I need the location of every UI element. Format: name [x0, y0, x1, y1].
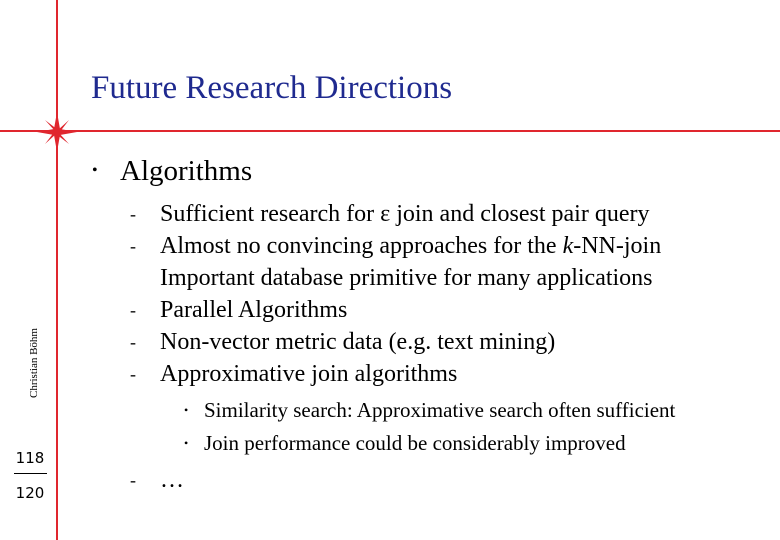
item-text: Almost no convincing approaches for the	[160, 233, 563, 259]
bullet-heading	[90, 152, 770, 496]
sub-sub-bullet-list	[184, 394, 770, 460]
list-item	[184, 427, 770, 460]
author-label: Christian Böhm	[28, 328, 40, 398]
item-text: -NN-join	[573, 233, 662, 259]
list-item	[130, 358, 770, 460]
page-number-rule	[14, 473, 47, 474]
total-page-number: 120	[15, 484, 45, 502]
bullet-list	[90, 152, 770, 496]
item-text: Parallel Algorithms	[160, 297, 348, 323]
slide-title: Future Research Directions	[91, 70, 453, 106]
list-item	[130, 464, 770, 496]
item-text: Non-vector metric data (e.g. text mining)	[160, 329, 556, 355]
item-text: Sufficient research for ε join and closest pair query	[160, 201, 650, 227]
item-text: Approximative join algorithms	[160, 361, 458, 387]
bullet-icon: •	[92, 162, 98, 179]
list-item	[184, 394, 770, 427]
dash-icon: -	[130, 364, 136, 384]
bullet-icon: •	[184, 436, 189, 450]
item-text: Important database primitive for many applications	[160, 265, 653, 291]
horizontal-rule	[0, 130, 780, 132]
vertical-rule	[56, 0, 58, 540]
list-item	[130, 198, 770, 230]
item-text: Similarity search: Approximative search often sufficient	[204, 398, 676, 422]
dash-icon: -	[130, 332, 136, 352]
bullet-icon: •	[184, 403, 189, 417]
list-item	[130, 326, 770, 358]
item-text: Join performance could be considerably improved	[204, 431, 626, 455]
star-ornament-icon	[37, 112, 77, 152]
list-item	[130, 294, 770, 326]
dash-icon: -	[130, 236, 136, 256]
list-item	[130, 262, 770, 294]
list-item	[130, 230, 770, 262]
dash-icon: -	[130, 300, 136, 320]
dash-icon: -	[130, 470, 136, 490]
dash-icon: -	[130, 204, 136, 224]
item-text: …	[160, 467, 184, 493]
sub-bullet-list	[130, 198, 770, 496]
heading-text: Algorithms	[120, 155, 253, 187]
item-text-emphasis: k	[562, 233, 574, 259]
current-page-number: 118	[15, 449, 45, 467]
